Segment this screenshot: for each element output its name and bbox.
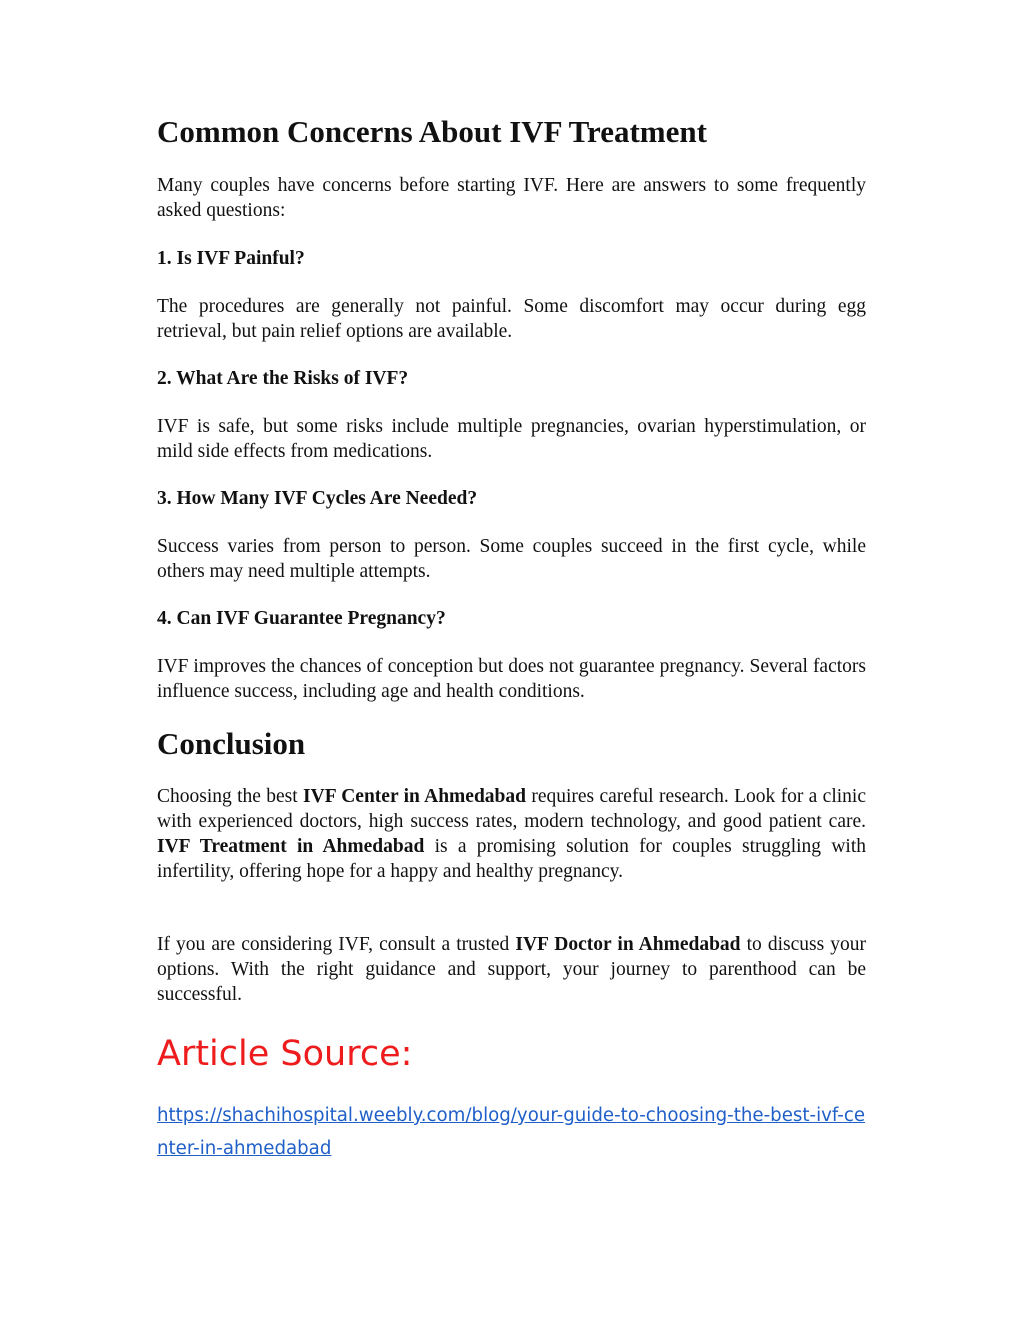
article-source-heading: Article Source: [157,1034,413,1074]
ivf-doctor-keyword: IVF Doctor in Ahmedabad [515,934,741,955]
faq-question-3: 3. How Many IVF Cycles Are Needed? [157,488,478,509]
conclusion-p1-text-3: is a promising solution for couples struggling with infertility, offering hope for a happy and healthy pregnancy. [157,836,866,882]
faq-answer-2: IVF is safe, but some risks include multiple pregnancies, ovarian hyperstimulation, or mild side effects from medications. [157,416,866,462]
faq-answer-4: IVF improves the chances of conception but does not guarantee pregnancy. Several factors influence success, including age and health conditions. [157,656,866,702]
conclusion-paragraph-2 [157,932,866,1007]
conclusion-p1-text-2: requires careful research. Look for a clinic with experienced doctors, high success rates, modern technology, and good patient care. [157,786,866,832]
conclusion-p1-text-1: Choosing the best [157,786,304,807]
ivf-center-keyword: IVF Center in Ahmedabad [303,786,526,807]
faq-question-2: 2. What Are the Risks of IVF? [157,368,409,389]
conclusion-paragraph-1 [157,784,866,884]
article-source-link[interactable]: https://shachihospital.weebly.com/blog/your-guide-to-choosing-the-best-ivf-center-in-ahmedabad [157,1105,866,1159]
ivf-treatment-keyword: IVF Treatment in Ahmedabad [157,836,425,857]
faq-question-4: 4. Can IVF Guarantee Pregnancy? [157,608,446,629]
faq-answer-3: Success varies from person to person. Some couples succeed in the first cycle, while others may need multiple attempts. [157,536,866,582]
conclusion-heading: Conclusion [157,726,306,761]
intro-paragraph: Many couples have concerns before starting IVF. Here are answers to some frequently asked questions: [157,175,866,221]
page-title: Common Concerns About IVF Treatment [157,114,707,149]
conclusion-p2-text-2: to discuss your options. With the right guidance and support, your journey to parenthood can be successful. [157,934,866,1005]
faq-answer-1: The procedures are generally not painful. Some discomfort may occur during egg retrieval, but pain relief options are available. [157,296,866,342]
conclusion-p2-text-1: If you are considering IVF, consult a trusted [157,934,516,955]
faq-question-1: 1. Is IVF Painful? [157,248,305,269]
